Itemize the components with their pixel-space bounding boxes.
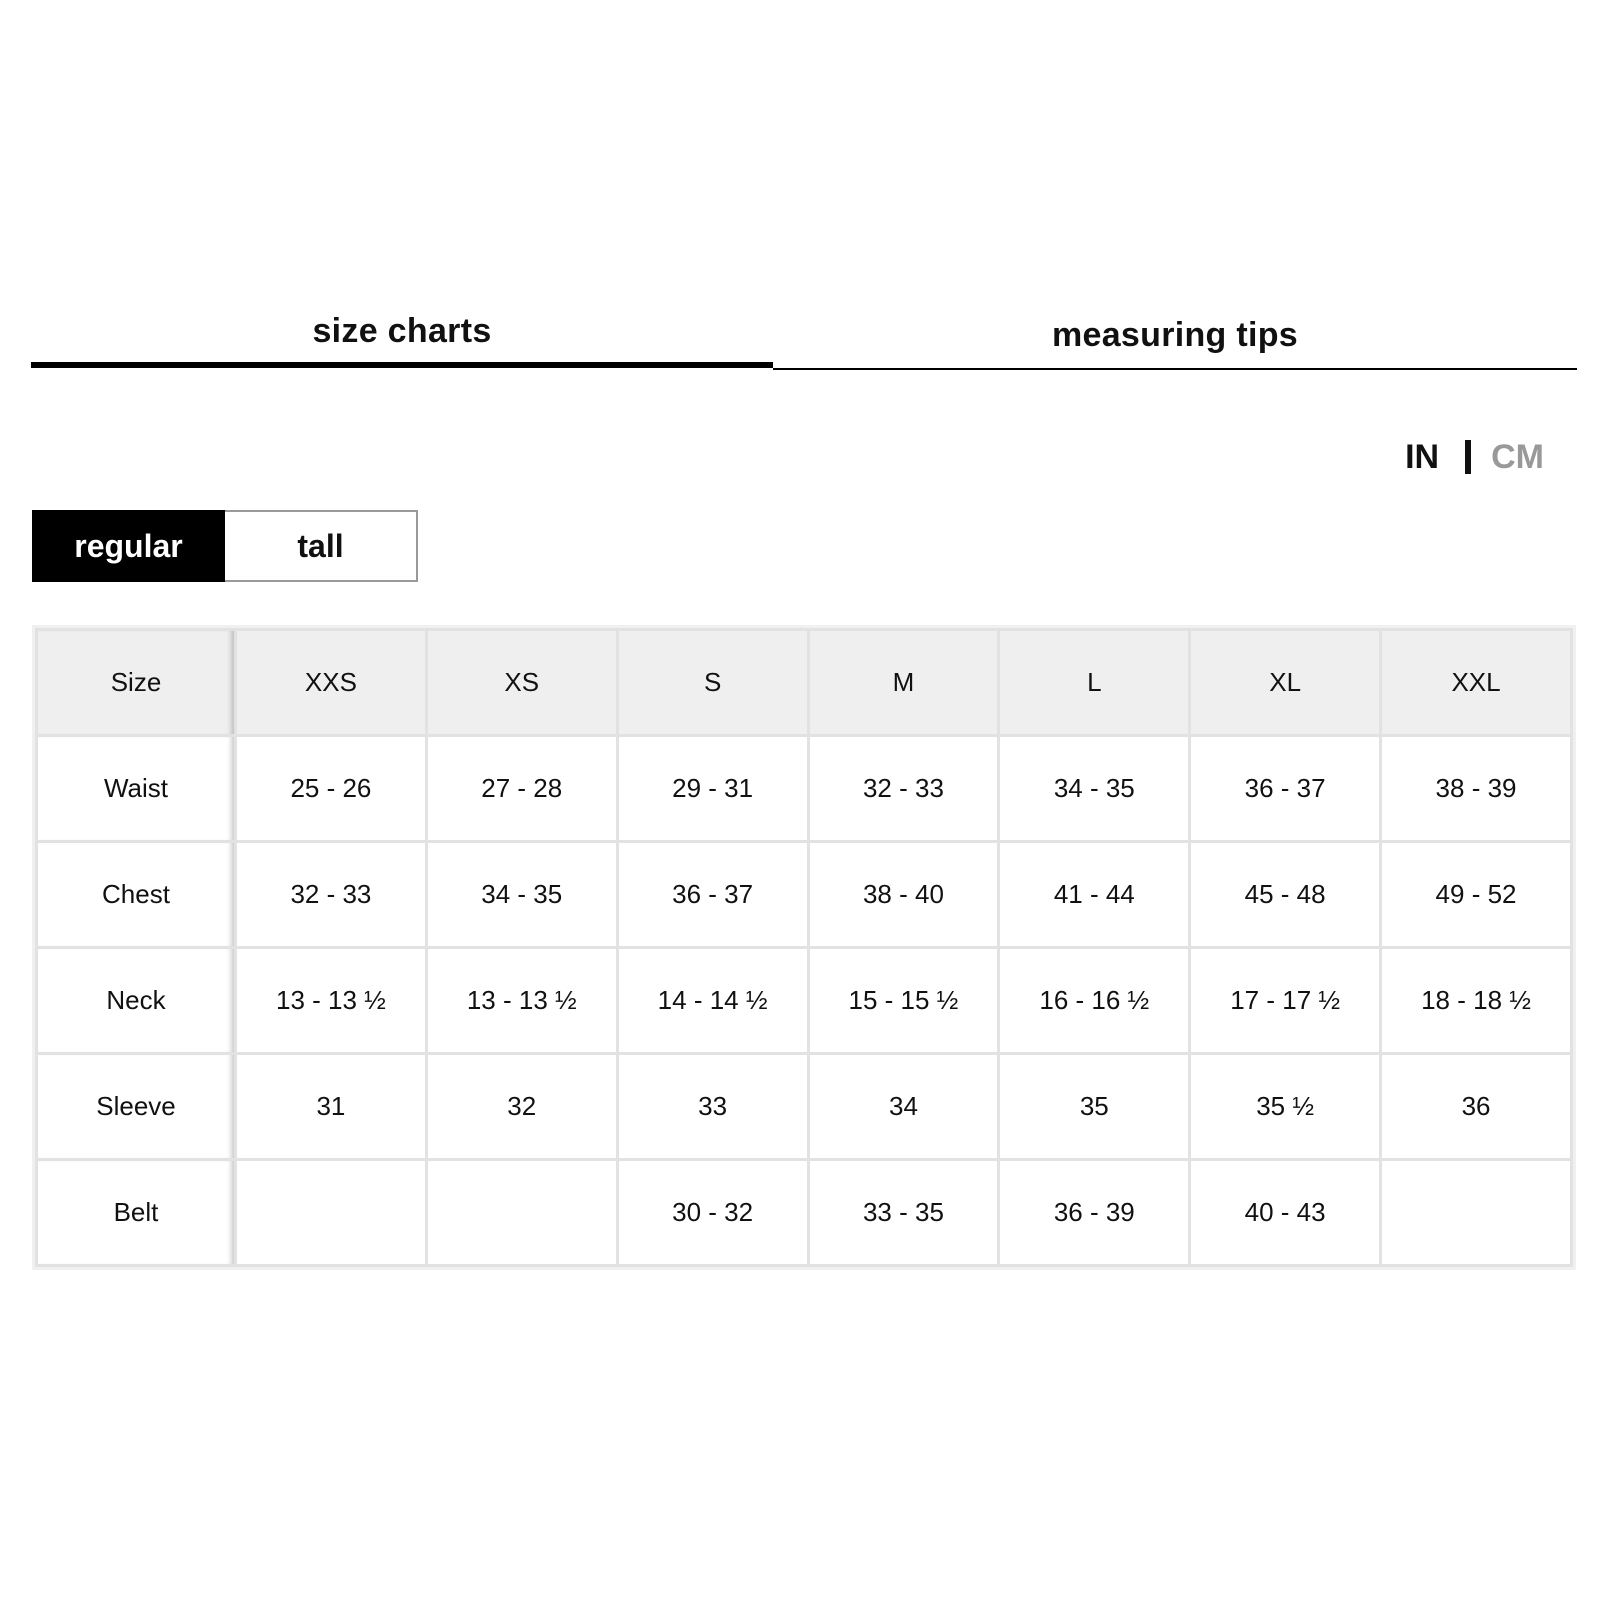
- table-cell: 38 - 39: [1381, 736, 1572, 842]
- table-cell: 36 - 37: [617, 842, 808, 948]
- table-cell: 32 - 33: [808, 736, 999, 842]
- table-cell: 30 - 32: [617, 1160, 808, 1266]
- fit-regular-button[interactable]: regular: [32, 510, 225, 582]
- table-cell: 13 - 13 ½: [426, 948, 617, 1054]
- table-cell: 25 - 26: [236, 736, 427, 842]
- table-cell: 27 - 28: [426, 736, 617, 842]
- table-cell: 14 - 14 ½: [617, 948, 808, 1054]
- measurement-label-neck: Neck: [37, 948, 236, 1054]
- unit-inches-toggle[interactable]: IN: [1405, 437, 1440, 476]
- size-column-header: XL: [1190, 630, 1381, 736]
- measurement-label-sleeve: Sleeve: [37, 1054, 236, 1160]
- table-cell: [236, 1160, 427, 1266]
- table-row: [37, 842, 1572, 948]
- size-chart: [32, 625, 1576, 1270]
- size-column-header: M: [808, 630, 999, 736]
- table-cell: 36: [1381, 1054, 1572, 1160]
- table-cell: 17 - 17 ½: [1190, 948, 1381, 1054]
- table-cell: 15 - 15 ½: [808, 948, 999, 1054]
- size-column-header: XS: [426, 630, 617, 736]
- table-cell: [426, 1160, 617, 1266]
- fit-tall-button[interactable]: tall: [225, 510, 418, 582]
- size-header-row: [37, 630, 1572, 736]
- table-cell: 29 - 31: [617, 736, 808, 842]
- size-column-header: XXL: [1381, 630, 1572, 736]
- table-cell: 34 - 35: [426, 842, 617, 948]
- table-cell: 34 - 35: [999, 736, 1190, 842]
- table-cell: 36 - 39: [999, 1160, 1190, 1266]
- table-cell: 33: [617, 1054, 808, 1160]
- table-cell: 34: [808, 1054, 999, 1160]
- table-cell: 33 - 35: [808, 1160, 999, 1266]
- table-cell: 32: [426, 1054, 617, 1160]
- unit-switch: [1405, 432, 1544, 482]
- measurement-label-belt: Belt: [37, 1160, 236, 1266]
- size-column-header: S: [617, 630, 808, 736]
- unit-centimeters-toggle[interactable]: CM: [1491, 437, 1544, 476]
- table-row: [37, 948, 1572, 1054]
- size-guide-tabs: [31, 300, 1577, 370]
- table-cell: [1381, 1160, 1572, 1266]
- fit-toggle: [32, 510, 418, 582]
- tab-size-charts[interactable]: size charts: [31, 300, 773, 368]
- table-cell: 35: [999, 1054, 1190, 1160]
- table-cell: 13 - 13 ½: [236, 948, 427, 1054]
- measurement-label-chest: Chest: [37, 842, 236, 948]
- table-cell: 41 - 44: [999, 842, 1190, 948]
- table-cell: 45 - 48: [1190, 842, 1381, 948]
- table-cell: 31: [236, 1054, 427, 1160]
- table-cell: 32 - 33: [236, 842, 427, 948]
- size-corner-label: Size: [37, 630, 236, 736]
- table-cell: 49 - 52: [1381, 842, 1572, 948]
- measurement-label-waist: Waist: [37, 736, 236, 842]
- table-cell: 38 - 40: [808, 842, 999, 948]
- table-cell: 40 - 43: [1190, 1160, 1381, 1266]
- table-row: [37, 736, 1572, 842]
- size-chart-table: [35, 628, 1573, 1267]
- table-cell: 35 ½: [1190, 1054, 1381, 1160]
- table-row: [37, 1160, 1572, 1266]
- table-cell: 36 - 37: [1190, 736, 1381, 842]
- table-cell: 16 - 16 ½: [999, 948, 1190, 1054]
- table-row: [37, 1054, 1572, 1160]
- tab-measuring-tips[interactable]: measuring tips: [773, 302, 1577, 370]
- size-column-header: XXS: [236, 630, 427, 736]
- size-column-header: L: [999, 630, 1190, 736]
- unit-divider: [1465, 440, 1471, 474]
- table-cell: 18 - 18 ½: [1381, 948, 1572, 1054]
